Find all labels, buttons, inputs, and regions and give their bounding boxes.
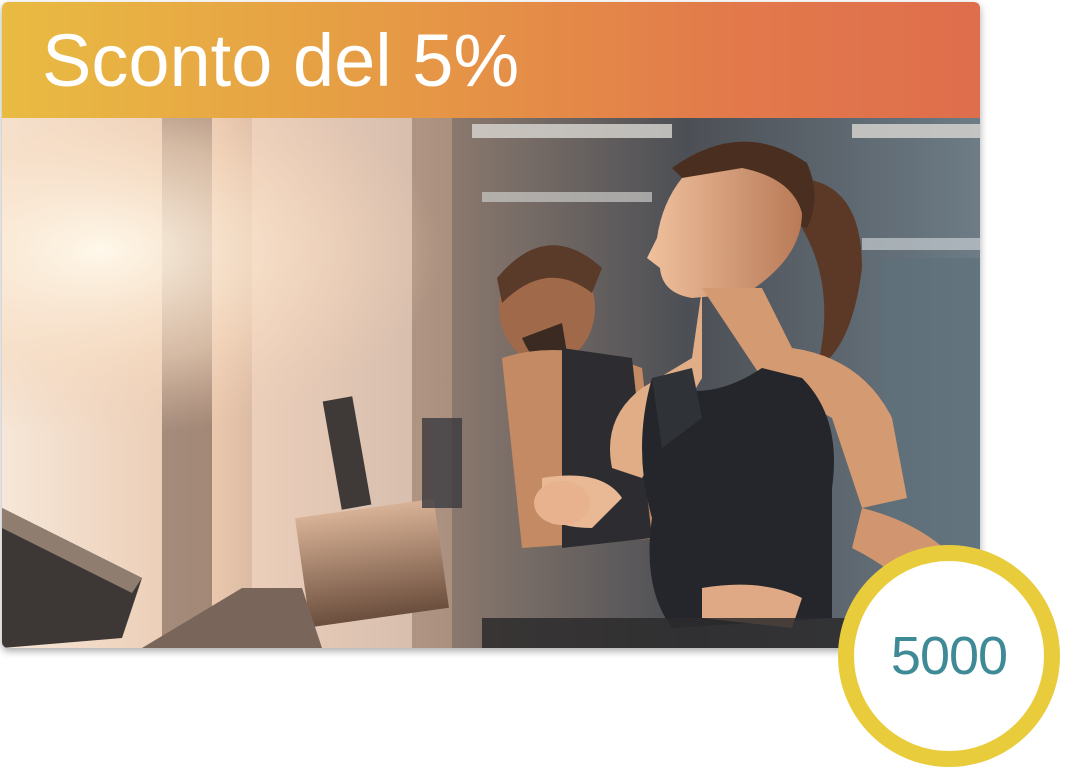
offer-card[interactable] [2, 2, 980, 648]
offer-banner [2, 2, 980, 118]
points-value: 5000 [890, 626, 1008, 686]
offer-title: Sconto del 5% [42, 19, 520, 102]
gym-treadmill-photo [2, 118, 980, 648]
points-badge[interactable] [838, 545, 1060, 767]
